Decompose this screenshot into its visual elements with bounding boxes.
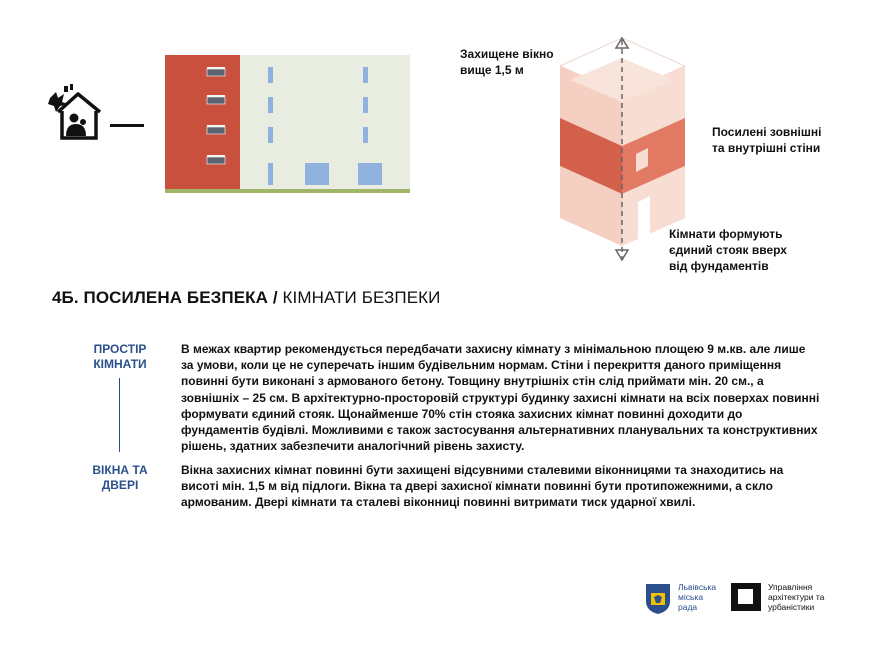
caption-rooms-stack: Кімнати формують єдиний стояк вверх від фундаментів bbox=[669, 227, 787, 273]
facade-drawing bbox=[165, 55, 410, 195]
architecture-department-logo bbox=[731, 583, 761, 611]
caption-reinforced-walls: Посилені зовнішні та внутрішні стіни bbox=[712, 125, 822, 155]
section-label-room-space: ПРОСТІР КІМНАТИ bbox=[93, 342, 147, 371]
section-text-windows-doors: Вікна захисних кімнат повинні бути захищені відсувними сталевими віконницями та знаходитись на висоті мін. 1,5 м від підлоги. Вікна та двері захисної кімнати повинні бути протипожежними, а скло армованим. Двері кімнати та сталеві віконниці повинні витримати тиск ударної хвилі. bbox=[181, 463, 784, 510]
safe-room-icon bbox=[44, 82, 106, 144]
lviv-emblem-icon bbox=[645, 583, 671, 615]
section-text-room-space: В межах квартир рекомендується передбачати захисну кімнату з мінімальною площею 9 м.кв. але лише за умови, коли це не суперечать іншим будівельним нормам. Стіни і перекриття даного приміщення повинні бути виконані з армованого бетону. Товщину внутрішніх стін слід приймати мін. 20 см., а зовнішніх – 25 см. В архітектурно-просторовій структурі будинку захисні кімнати на всіх поверхах повинні формувати єдиний стояк. Щонайменше 70% стін стояка захисних кімнат повинні доходити до фундаментів будівлі. Можливими є також застосування альтернативних планувальних та конструктивних рішень, здатних забезпечити аналогічний рівень захисту. bbox=[181, 342, 820, 454]
title-bold: 4Б. ПОСИЛЕНА БЕЗПЕКА / bbox=[52, 288, 278, 307]
caption-protected-window: Захищене вікно вище 1,5 м bbox=[460, 47, 554, 77]
section-label-windows-doors: ВІКНА ТА ДВЕРІ bbox=[92, 463, 148, 492]
connector-line bbox=[110, 124, 144, 127]
section-divider-line bbox=[119, 378, 120, 452]
architecture-department-text: Управління архітектури та урбаністики bbox=[768, 582, 825, 612]
page-title bbox=[52, 288, 440, 308]
title-thin: КІМНАТИ БЕЗПЕКИ bbox=[277, 288, 441, 307]
lviv-city-council-text: Львівська міська рада bbox=[678, 582, 717, 612]
